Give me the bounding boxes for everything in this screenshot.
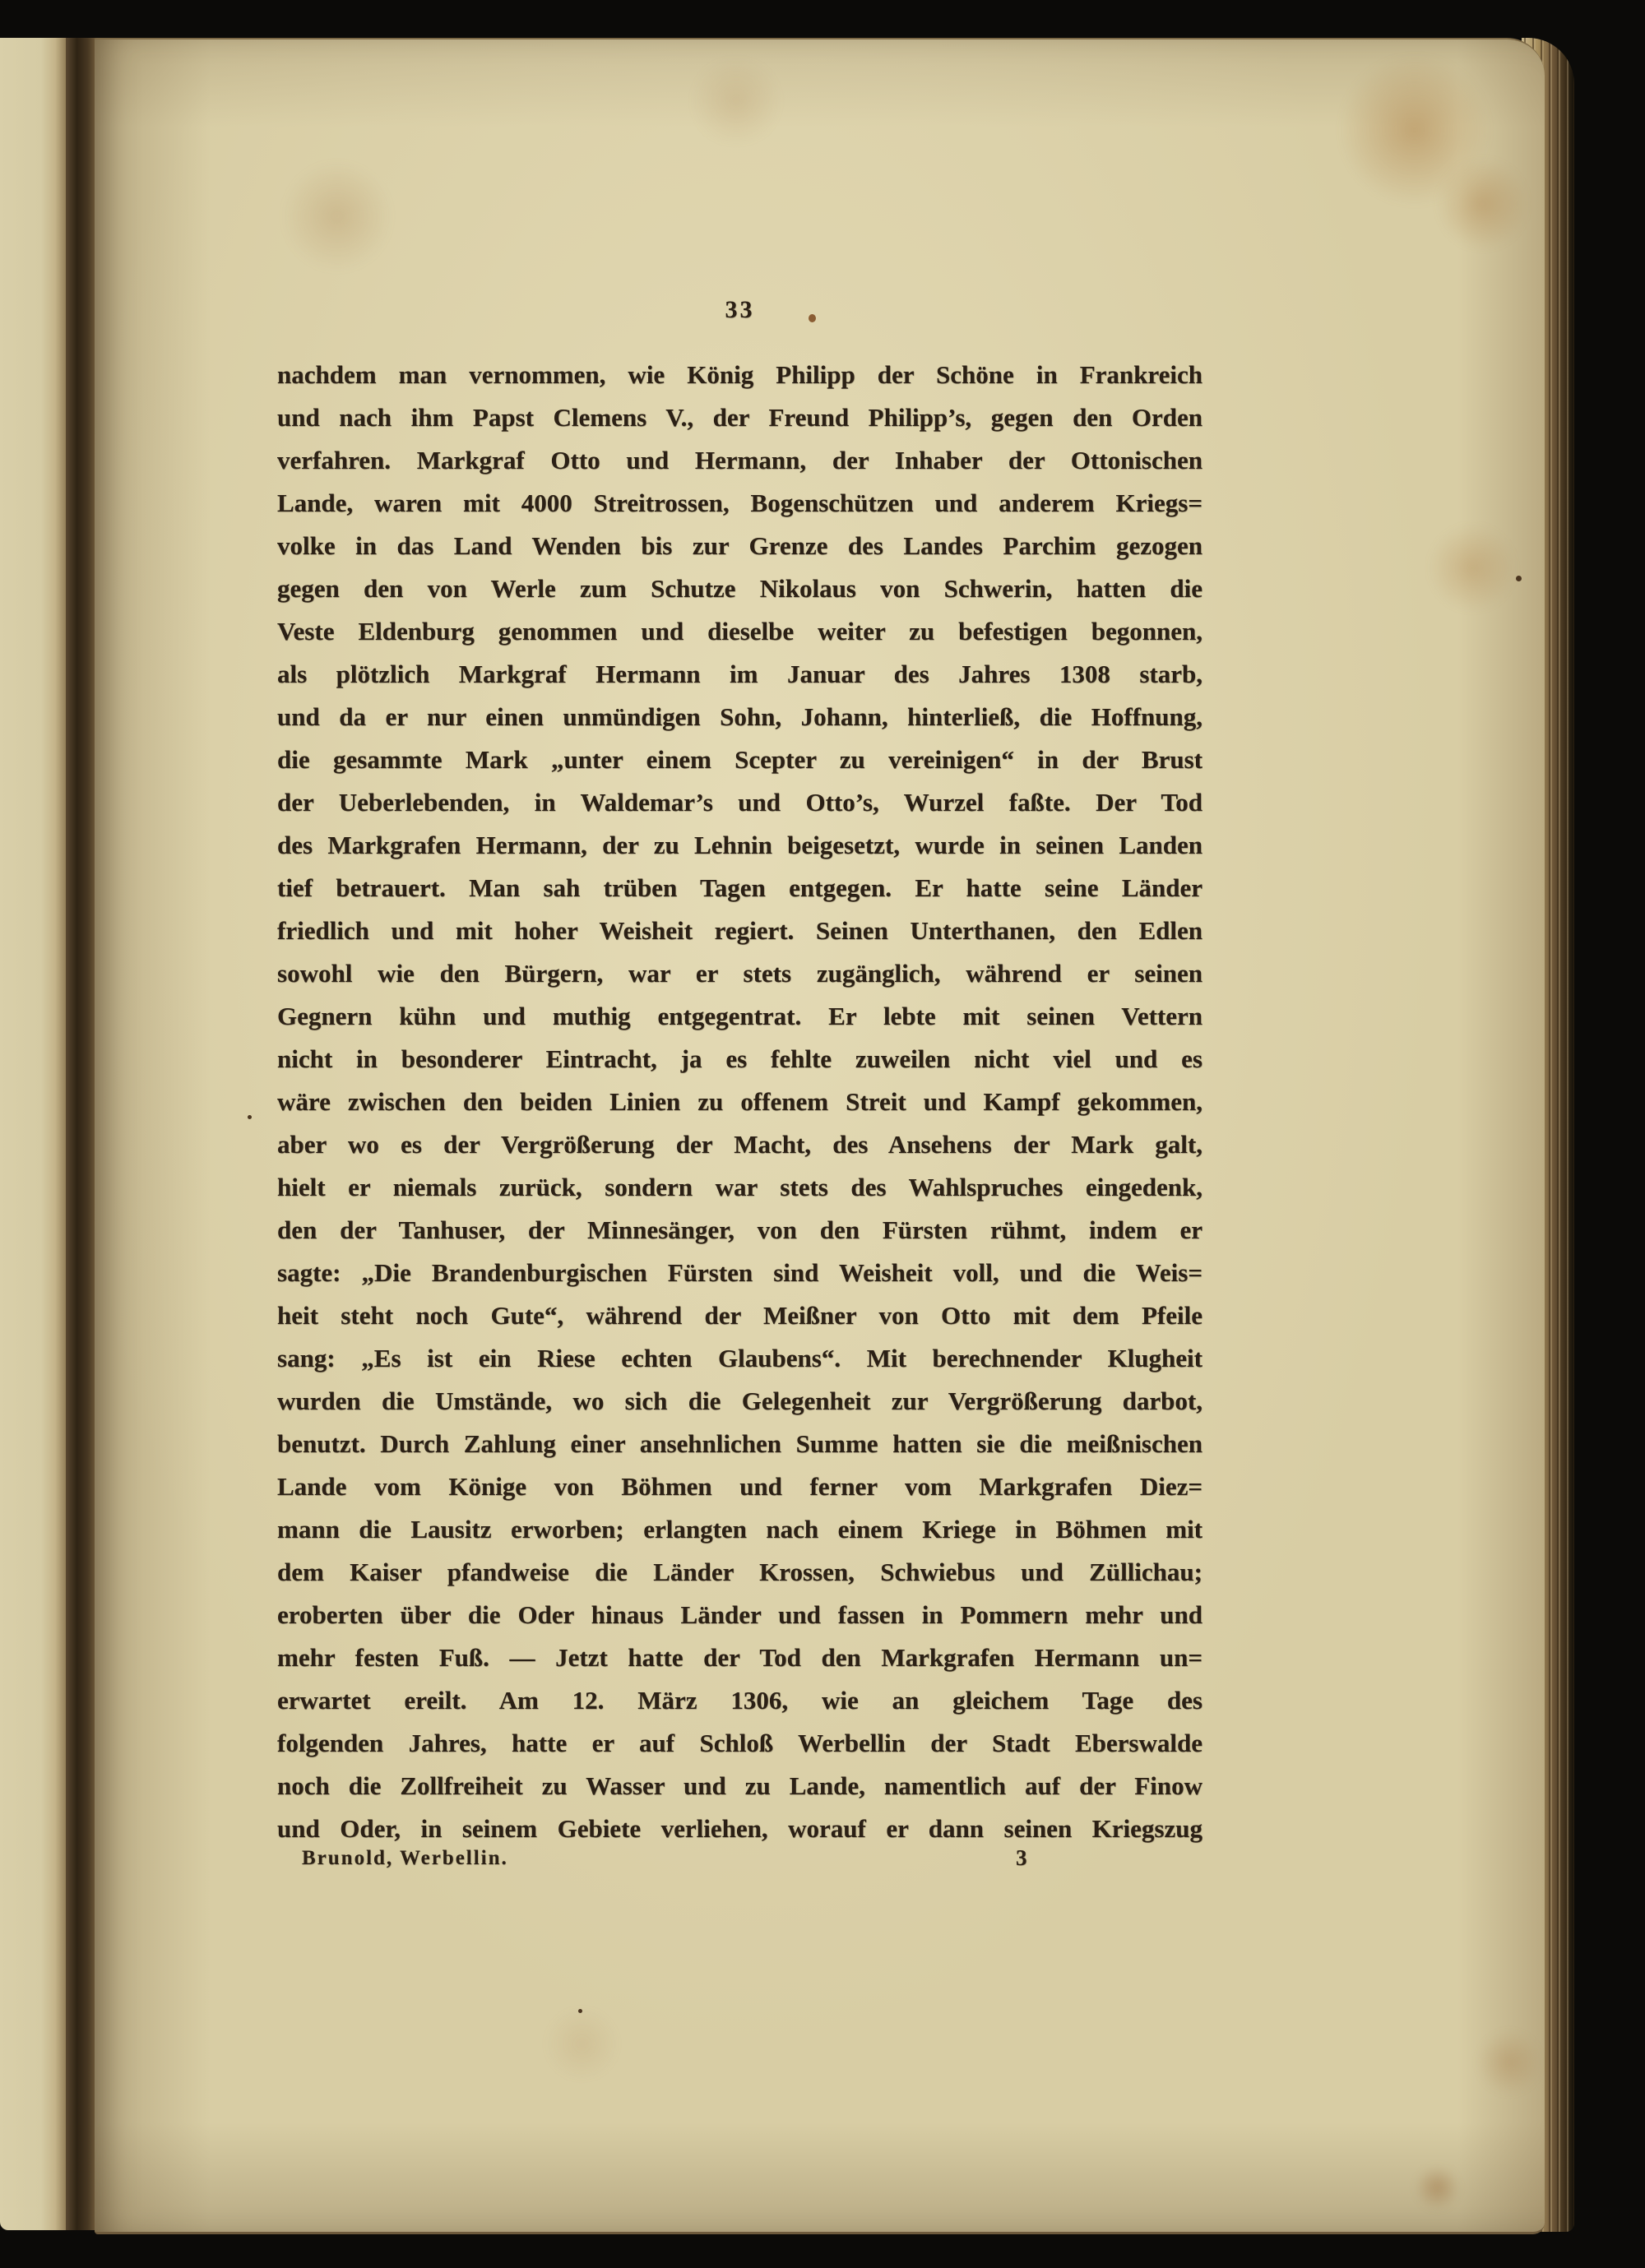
text-line: Gegnern kühn und muthig entgegentrat. Er lebte mit seinen Vettern — [277, 1002, 1202, 1030]
foxing-stain — [1476, 2030, 1542, 2095]
paper-speck — [1516, 576, 1522, 581]
text-line: mehr festen Fuß. — Jetzt hatte der Tod den Markgrafen Hermann un= — [277, 1643, 1202, 1672]
text-line: sang: „Es ist ein Riese echten Glaubens“. Mit berechnender Klugheit — [277, 1344, 1202, 1372]
text-line: nicht in besonderer Eintracht, ja es fehlte zuweilen nicht viel und es — [277, 1044, 1202, 1073]
text-line: wurden die Umstände, wo sich die Gelegenheit zur Vergrößerung darbot, — [277, 1386, 1202, 1415]
foxing-stain — [687, 60, 785, 142]
page-number: 33 — [725, 296, 755, 323]
foxing-stain — [284, 159, 391, 274]
book-page — [95, 38, 1545, 2234]
text-line: volke in das Land Wenden bis zur Grenze des Landes Parchim gezogen — [277, 531, 1202, 560]
text-line: hielt er niemals zurück, sondern war stets des Wahlspruches eingedenk, — [277, 1173, 1202, 1201]
text-line: wäre zwischen den beiden Linien zu offenem Streit und Kampf gekommen, — [277, 1087, 1202, 1116]
paper-speck — [248, 1115, 252, 1119]
adjacent-page-edge — [0, 38, 66, 2230]
text-line: verfahren. Markgraf Otto und Hermann, der Inhaber der Ottonischen — [277, 446, 1202, 474]
text-line: und Oder, in seinem Gebiete verliehen, worauf er dann seinen Kriegszug — [277, 1814, 1202, 1843]
foxing-stain — [1337, 56, 1493, 204]
text-line: folgenden Jahres, hatte er auf Schloß Werbellin der Stadt Eberswalde — [277, 1729, 1202, 1757]
text-line: und nach ihm Papst Clemens V., der Freund Philipp’s, gegen den Orden — [277, 403, 1202, 432]
text-line: friedlich und mit hoher Weisheit regiert. Seinen Unterthanen, den Edlen — [277, 916, 1202, 945]
text-line: den der Tanhuser, der Minnesänger, von den Fürsten rühmt, indem er — [277, 1215, 1202, 1244]
foxing-stain — [1415, 2165, 1460, 2210]
text-line: noch die Zollfreiheit zu Wasser und zu Lande, namentlich auf der Finow — [277, 1771, 1202, 1800]
text-line: erwartet ereilt. Am 12. März 1306, wie an gleichem Tage des — [277, 1686, 1202, 1715]
text-line: als plötzlich Markgraf Hermann im Januar des Jahres 1308 starb, — [277, 660, 1202, 688]
foxing-stain — [1435, 159, 1530, 249]
footer-sheet-number: 3 — [1016, 1845, 1027, 1870]
text-line: eroberten über die Oder hinaus Länder und fassen in Pommern mehr und — [277, 1600, 1202, 1629]
text-line: und da er nur einen unmündigen Sohn, Johann, hinterließ, die Hoffnung, — [277, 702, 1202, 731]
text-line: dem Kaiser pfandweise die Länder Krossen, Schwiebus und Züllichau; — [277, 1558, 1202, 1586]
text-line: benutzt. Durch Zahlung einer ansehnlichen Summe hatten sie die meißnischen — [277, 1429, 1202, 1458]
text-line: des Markgrafen Hermann, der zu Lehnin beigesetzt, wurde in seinen Landen — [277, 831, 1202, 859]
text-line: Lande, waren mit 4000 Streitrossen, Bogenschützen und anderem Kriegs= — [277, 488, 1202, 517]
text-line: der Ueberlebenden, in Waldemar’s und Otto’s, Wurzel faßte. Der Tod — [277, 788, 1202, 817]
text-line: sowohl wie den Bürgern, war er stets zugänglich, während er seinen — [277, 959, 1202, 988]
foxing-stain — [543, 2009, 621, 2079]
body-text — [277, 354, 1202, 1850]
text-line: sagte: „Die Brandenburgischen Fürsten sind Weisheit voll, und die Weis= — [277, 1258, 1202, 1287]
text-line: heit steht noch Gute“, während der Meißner von Otto mit dem Pfeile — [277, 1301, 1202, 1330]
text-line: tief betrauert. Man sah trüben Tagen entgegen. Er hatte seine Länder — [277, 873, 1202, 902]
gutter-shadow — [66, 38, 95, 2230]
text-line: Lande vom Könige von Böhmen und ferner vom Markgrafen Diez= — [277, 1472, 1202, 1501]
text-line: mann die Lausitz erworben; erlangten nach einem Kriege in Böhmen mit — [277, 1515, 1202, 1544]
footer-author-title: Brunold, Werbellin. — [302, 1847, 508, 1869]
text-line: nachdem man vernommen, wie König Philipp der Schöne in Frankreich — [277, 360, 1202, 389]
text-line: die gesammte Mark „unter einem Scepter zu vereinigen“ in der Brust — [277, 745, 1202, 774]
foxing-stain — [1427, 525, 1518, 611]
text-line: gegen den von Werle zum Schutze Nikolaus von Schwerin, hatten die — [277, 574, 1202, 603]
paper-speck — [578, 2009, 582, 2013]
text-line: Veste Eldenburg genommen und dieselbe weiter zu befestigen begonnen, — [277, 617, 1202, 646]
text-line: aber wo es der Vergrößerung der Macht, des Ansehens der Mark galt, — [277, 1130, 1202, 1159]
